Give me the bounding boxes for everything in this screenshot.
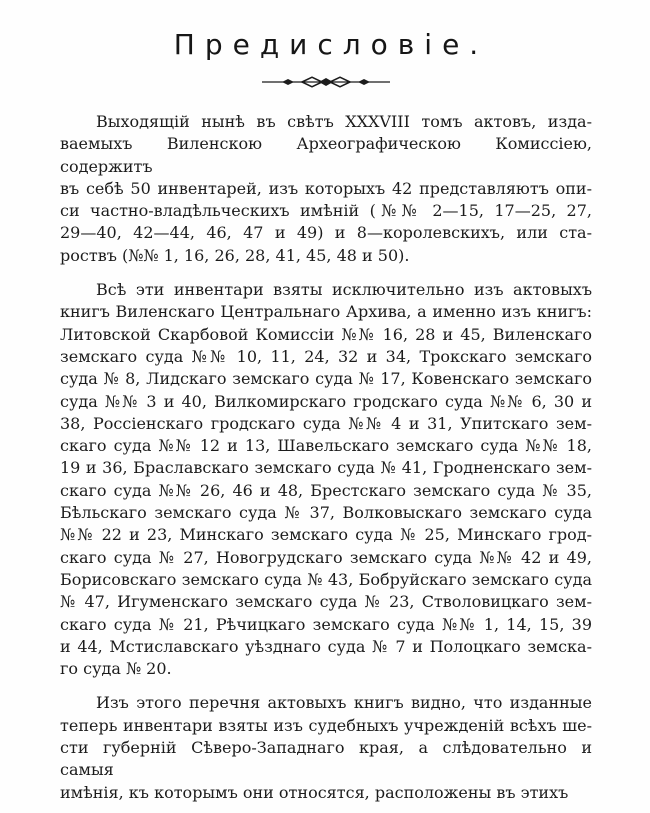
text-line: роствъ (№№ 1, 16, 26, 28, 41, 45, 48 и 50). <box>60 245 410 265</box>
text-line: суда № 8, Лидскаго земскаго суда № 17, Ковенскаго земскаго <box>60 369 592 389</box>
text-line: имѣнія, къ которымъ они относятся, расположены въ этихъ <box>60 782 569 802</box>
preface-text <box>60 111 592 804</box>
text-line: скаго суда №№ 26, 46 и 48, Брестскаго земскаго суда № 35, <box>60 480 592 500</box>
paragraph <box>60 279 592 680</box>
text-line: № 47, Игуменскаго земскаго суда № 23, Стволовицкаго зем- <box>60 592 592 612</box>
text-line: 38, Россіенскаго гродскаго суда №№ 4 и 31, Упитскаго зем- <box>60 413 592 433</box>
text-line: суда №№ 3 и 40, Вилкомирскаго гродскаго суда №№ 6, 30 и <box>60 391 592 411</box>
text-line: скаго суда № 27, Новогрудскаго земскаго суда №№ 42 и 49, <box>60 547 592 567</box>
text-line: теперь инвентари взяты изъ судебныхъ учрежденій всѣхъ ше- <box>60 715 592 735</box>
text-line: сти губерній Сѣверо-Западнаго края, а слѣдовательно и самыя <box>60 738 592 780</box>
fleuron-divider-icon <box>60 74 592 90</box>
text-line: книгъ Виленскаго Центральнаго Архива, а именно изъ книгъ: <box>60 302 592 322</box>
page-title: Предисловіе. <box>173 28 489 61</box>
text-line: Выходящій нынѣ въ свѣтъ XXXVIII томъ актовъ, изда- <box>96 112 592 131</box>
text-line: скаго суда №№ 12 и 13, Шавельскаго земскаго суда №№ 18, <box>60 436 592 456</box>
text-line: Литовской Скарбовой Комиссіи №№ 16, 28 и 45, Виленскаго <box>60 324 592 344</box>
text-line: въ себѣ 50 инвентарей, изъ которыхъ 42 представляютъ опи- <box>60 178 592 198</box>
text-line: и 44, Мстиславскаго уѣзднаго суда № 7 и Полоцкаго земска- <box>60 636 592 656</box>
text-line: Всѣ эти инвентари взяты исключительно изъ актовыхъ <box>96 280 592 300</box>
text-line: 29—40, 42—44, 46, 47 и 49) и 8—королевскихъ, или ста- <box>60 223 592 243</box>
text-line: го суда № 20. <box>60 659 172 679</box>
text-line: Борисовскаго земскаго суда № 43, Бобруйскаго земскаго суда <box>60 569 592 589</box>
text-line: скаго суда № 21, Рѣчицкаго земскаго суда №№ 1, 14, 15, 39 <box>60 614 592 634</box>
text-line: Изъ этого перечня актовыхъ книгъ видно, что изданные <box>96 693 592 713</box>
paragraph <box>60 111 592 267</box>
text-line: 19 и 36, Браславскаго земскаго суда № 41, Гродненскаго зем- <box>60 458 592 478</box>
text-line: Бѣльскаго земскаго суда № 37, Волковыскаго земскаго суда <box>60 503 592 523</box>
text-line: №№ 22 и 23, Минскаго земскаго суда № 25, Минскаго грод- <box>60 525 592 545</box>
text-line: си частно-владѣльческихъ имѣній (№№ 2—15, 17—25, 27, <box>60 201 592 221</box>
text-line: земскаго суда №№ 10, 11, 24, 32 и 34, Трокскаго земскаго <box>60 346 592 366</box>
text-line: ваемыхъ Виленскою Археографическою Комиссіею, содержитъ <box>60 134 592 176</box>
paragraph <box>60 692 592 803</box>
